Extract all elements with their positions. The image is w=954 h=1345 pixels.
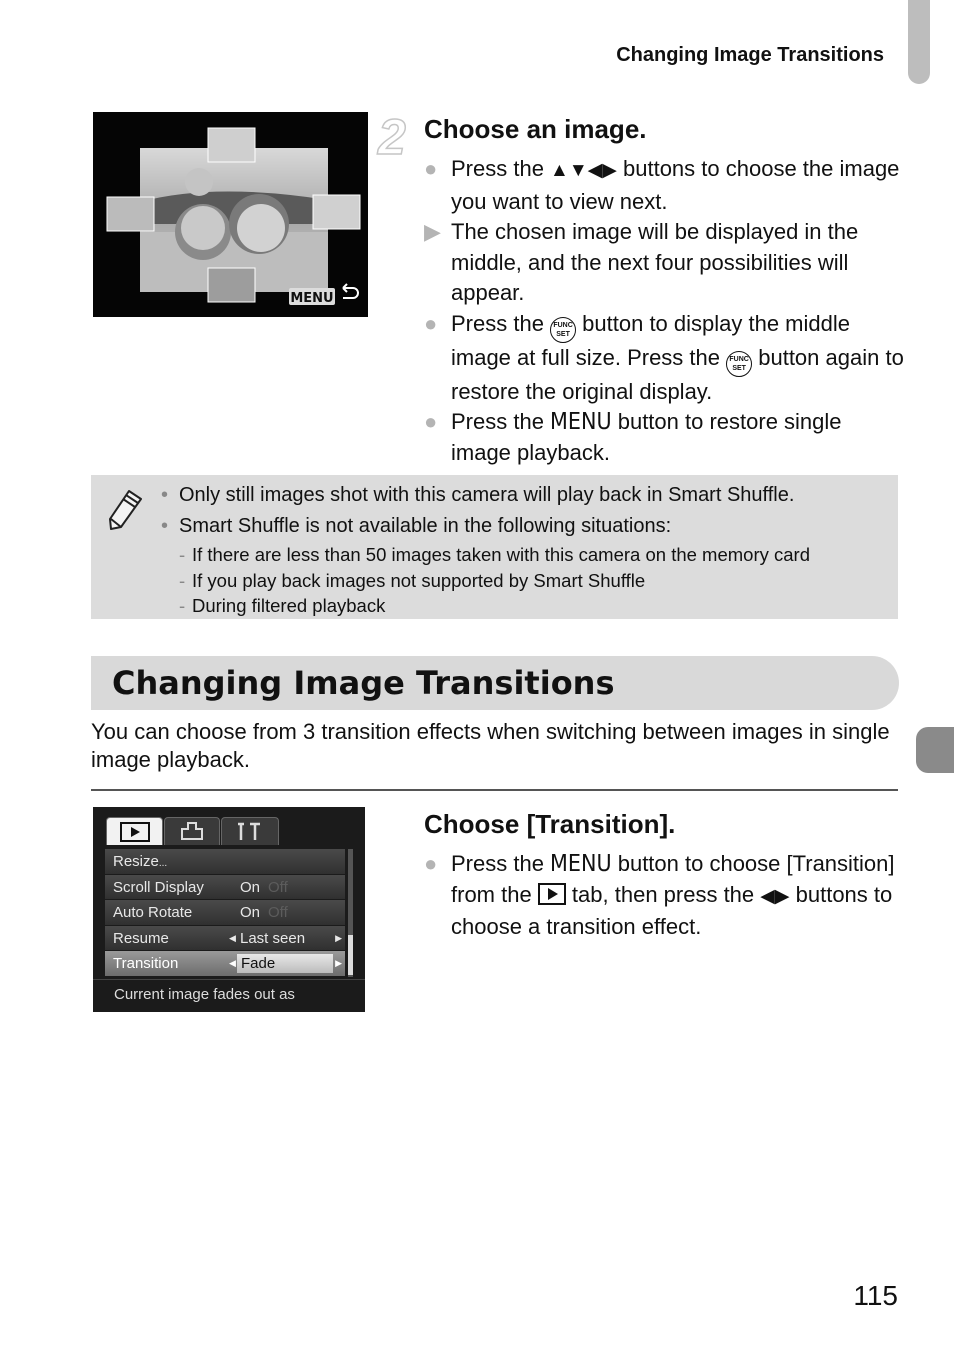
page-number: 115 (853, 1280, 898, 1311)
menu-row-auto-rotate[interactable]: Auto Rotate On Off (105, 900, 345, 926)
transition-instructions-list (424, 849, 904, 943)
smart-shuffle-screen (93, 112, 368, 317)
transition-value: Fade (237, 954, 333, 973)
bullet-dot-icon: ● (424, 310, 438, 336)
note-sub-list (179, 542, 810, 619)
step-title-choose-image: Choose an image. (424, 114, 647, 144)
list-item: - During filtered playback (179, 595, 386, 616)
pencil-note-icon (107, 487, 145, 533)
chapter-tab-top (908, 0, 930, 84)
bullet-dot-icon: ● (424, 156, 438, 181)
menu-button-icon: MENU (550, 851, 612, 877)
menu-row-scroll-display[interactable]: Scroll Display On Off (105, 875, 345, 901)
list-item: ● Press the ▲▼◀▶ buttons to choose the image you want to view next. (424, 156, 900, 214)
menu-scrollbar (348, 849, 353, 977)
step-number: 2 (378, 109, 406, 165)
running-head: Changing Image Transitions (616, 44, 884, 66)
func-set-icon: FUNC SET (726, 351, 752, 377)
four-way-arrows-icon: ▲▼◀▶ (550, 160, 617, 181)
menu-row-resize[interactable]: Resize... (105, 849, 345, 875)
note-box (91, 475, 898, 619)
list-item: - If there are less than 50 images taken with this camera on the memory card (179, 544, 810, 565)
bullet-dot-icon: ● (424, 851, 438, 876)
step-instructions-list (424, 154, 904, 468)
camera-menu-screen (93, 807, 365, 1012)
back-arrow-icon (343, 284, 358, 298)
bullet-dot-icon: ● (424, 409, 438, 434)
divider (91, 789, 898, 791)
step-title-choose-transition: Choose [Transition]. (424, 809, 676, 839)
section-intro: You can choose from 3 transition effects when switching between images in single image playback. (91, 719, 890, 772)
list-item: ● Press the MENU button to restore single image playback. (424, 409, 842, 465)
section-title: Changing Image Transitions (112, 664, 615, 702)
playback-tab-icon (538, 883, 566, 905)
list-item: ● Press the FUNC SET button to display the middle image at full size. Press the FUNC SET button again to restore the original display. (424, 310, 904, 404)
left-arrow-icon: ◀ (229, 958, 236, 968)
menu-row-resume[interactable]: Resume ◀ Last seen ▶ (105, 926, 345, 952)
camera-menu-rows (105, 849, 345, 977)
smart-shuffle-illustration (93, 112, 368, 317)
menu-button-label: MENU (290, 291, 334, 306)
settings-tab-icon (221, 817, 279, 845)
right-arrow-icon: ▶ (335, 958, 342, 968)
chapter-tab-side (916, 727, 954, 773)
print-tab-icon (164, 817, 220, 845)
menu-hint: Current image fades out as (93, 979, 365, 1012)
right-arrow-icon: ▶ (335, 932, 342, 943)
list-item: • Smart Shuffle is not available in the following situations: - If there are less than 50 images taken with this camera on the memory card - If you play back images not supported by Smart Shuffle - During filtered playback (161, 511, 810, 619)
list-item: ● Press the MENU button to choose [Transition] from the tab, then press the ◀▶ buttons to choose a transition effect. (424, 851, 895, 939)
menu-button-icon: MENU (550, 409, 612, 435)
list-item: - If you play back images not supported by Smart Shuffle (179, 569, 646, 591)
note-list (161, 480, 810, 619)
func-set-icon: FUNC SET (550, 317, 576, 343)
playback-tab-icon (106, 817, 163, 845)
list-item: • Only still images shot with this camera will play back in Smart Shuffle. (161, 484, 795, 506)
result-arrow-icon: ▶ (424, 219, 441, 244)
list-item: ▶ The chosen image will be displayed in the middle, and the next four possibilities will appear. (424, 219, 859, 305)
menu-row-transition[interactable]: Transition ◀ Fade ▶ (105, 951, 345, 977)
section-heading-bar (91, 656, 899, 710)
left-arrow-icon: ◀ (229, 932, 236, 943)
left-right-arrows-icon: ◀▶ (760, 885, 790, 907)
